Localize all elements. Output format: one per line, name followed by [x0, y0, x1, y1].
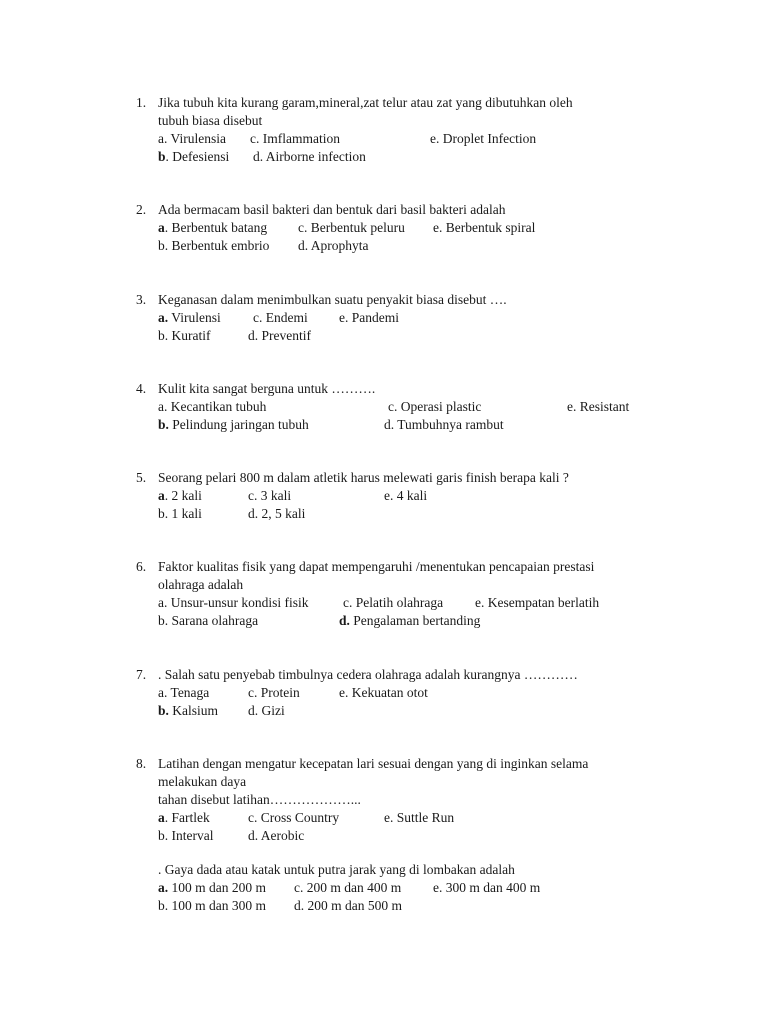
question-number: 2.	[136, 202, 147, 217]
option-c: c. Cross Country	[248, 810, 340, 825]
option-b: b. 100 m dan 300 m	[158, 898, 266, 913]
option-b-correct: b. Pelindung jaringan tubuh	[158, 417, 309, 432]
option-b: b. Kuratif	[158, 328, 211, 343]
option-d: d. 2, 5 kali	[248, 506, 306, 521]
option-c: c. Berbentuk peluru	[298, 220, 405, 235]
question-text: Jika tubuh kita kurang garam,mineral,zat telur atau zat yang dibutuhkan oleh	[158, 95, 573, 110]
option-c: c. 3 kali	[248, 488, 292, 503]
question-text: Seorang pelari 800 m dalam atletik harus melewati garis finish berapa kali ?	[158, 470, 569, 485]
option-e: e. Kesempatan berlatih	[475, 595, 600, 610]
option-a: a. Unsur-unsur kondisi fisik	[158, 595, 309, 610]
option-a-correct: a. Berbentuk batang	[158, 220, 268, 235]
question-number: 6.	[136, 559, 147, 574]
option-d: d. Gizi	[248, 703, 285, 718]
option-a: a. Virulensia	[158, 131, 226, 146]
option-d: d. Preventif	[248, 328, 311, 343]
question-text: olahraga adalah	[158, 577, 244, 592]
option-e: e. 300 m dan 400 m	[433, 880, 541, 895]
question-number: 7.	[136, 667, 147, 682]
option-a-correct: a. 100 m dan 200 m	[158, 880, 266, 895]
option-c: c. 200 m dan 400 m	[294, 880, 402, 895]
question-text: tubuh biasa disebut	[158, 113, 263, 128]
question-text: . Salah satu penyebab timbulnya cedera olahraga adalah kurangnya …………	[158, 667, 578, 682]
option-d: d. 200 m dan 500 m	[294, 898, 402, 913]
option-c: c. Pelatih olahraga	[343, 595, 444, 610]
question-text: Ada bermacam basil bakteri dan bentuk dari basil bakteri adalah	[158, 202, 506, 217]
question-text: . Gaya dada atau katak untuk putra jarak yang di lombakan adalah	[158, 862, 515, 877]
option-d-correct: d. Pengalaman bertanding	[339, 613, 481, 628]
option-e: e. Berbentuk spiral	[433, 220, 536, 235]
question-number: 1.	[136, 95, 147, 110]
option-c: c. Protein	[248, 685, 300, 700]
option-d: d. Aerobic	[248, 828, 305, 843]
option-a: a. Tenaga	[158, 685, 210, 700]
option-d: d. Airborne infection	[253, 149, 366, 164]
option-a: a. Kecantikan tubuh	[158, 399, 267, 414]
option-d: d. Tumbuhnya rambut	[384, 417, 504, 432]
option-c: c. Imflammation	[250, 131, 340, 146]
question-number: 4.	[136, 381, 147, 396]
option-d: d. Aprophyta	[298, 238, 369, 253]
question-text: melakukan daya	[158, 774, 247, 789]
question-text: Kulit kita sangat berguna untuk ……….	[158, 381, 376, 396]
option-e: e. Droplet Infection	[430, 131, 537, 146]
option-b: b. Interval	[158, 828, 214, 843]
question-number: 3.	[136, 292, 147, 307]
question-text: Faktor kualitas fisik yang dapat mempengaruhi /menentukan pencapaian prestasi	[158, 559, 595, 574]
option-a-correct: a. 2 kali	[158, 488, 202, 503]
question-number: 8.	[136, 756, 147, 771]
option-b-correct: b. Defesiensi	[158, 149, 230, 164]
option-b-correct: b. Kalsium	[158, 703, 219, 718]
question-text: Latihan dengan mengatur kecepatan lari sesuai dengan yang di inginkan selama	[158, 756, 589, 771]
question-text: tahan disebut latihan………………...	[158, 792, 361, 807]
option-e: e. Resistant	[567, 399, 630, 414]
option-e: e. Pandemi	[339, 310, 399, 325]
option-a-correct: a. Virulensi	[158, 310, 221, 325]
option-c: c. Operasi plastic	[388, 399, 482, 414]
option-a-correct: a. Fartlek	[158, 810, 210, 825]
question-number: 5.	[136, 470, 147, 485]
option-c: c. Endemi	[253, 310, 308, 325]
option-e: e. 4 kali	[384, 488, 428, 503]
option-b: b. 1 kali	[158, 506, 202, 521]
option-e: e. Suttle Run	[384, 810, 455, 825]
option-b: b. Berbentuk embrio	[158, 238, 270, 253]
question-text: Keganasan dalam menimbulkan suatu penyakit biasa disebut ….	[158, 292, 507, 307]
option-b: b. Sarana olahraga	[158, 613, 259, 628]
option-e: e. Kekuatan otot	[339, 685, 428, 700]
